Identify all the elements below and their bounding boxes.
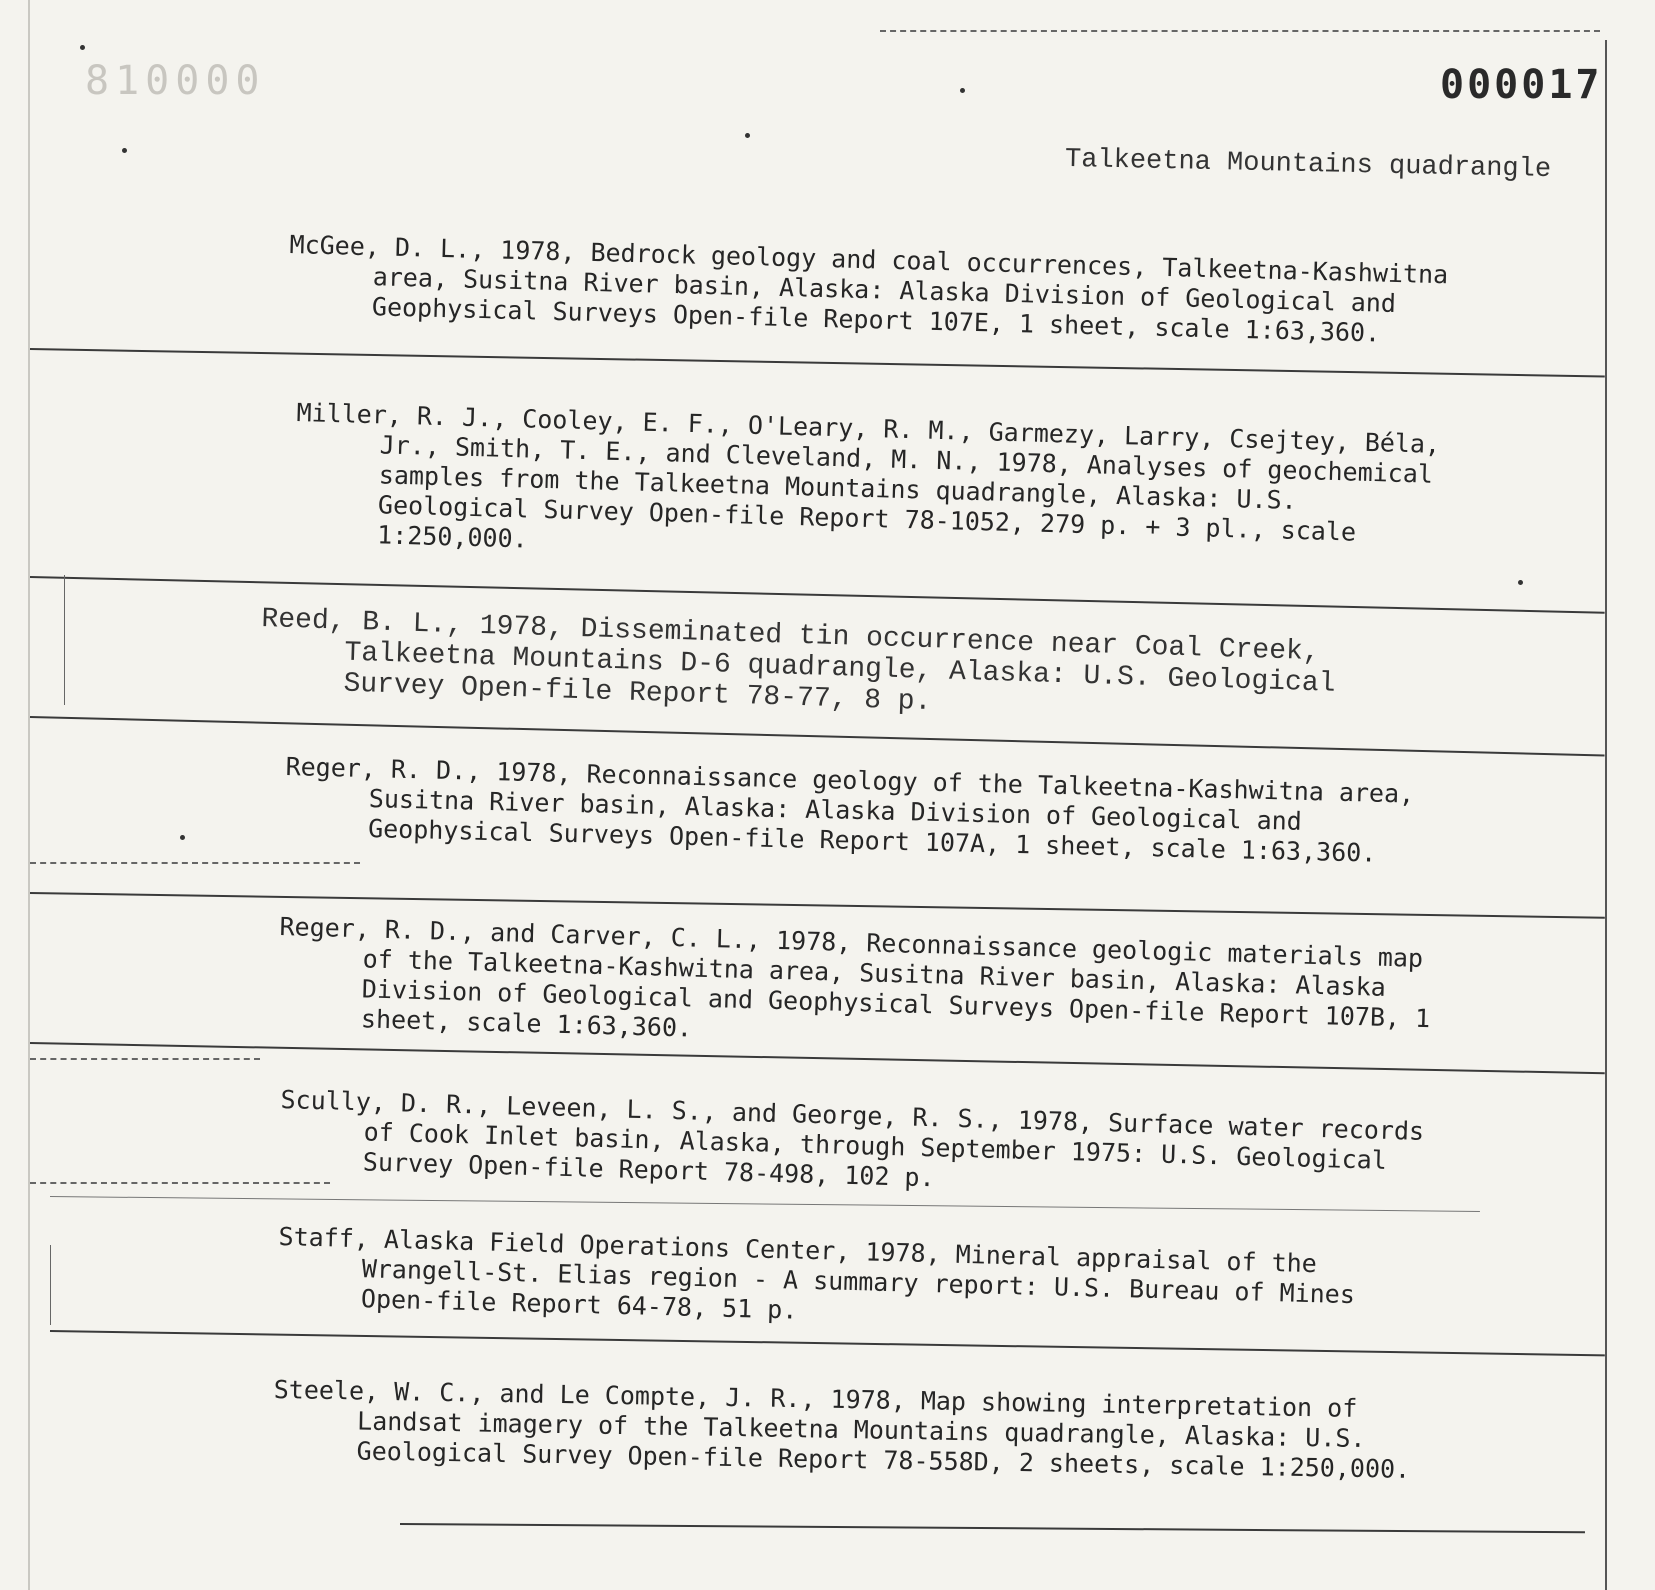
- faint-stamp-number: 810000: [85, 58, 266, 104]
- reference-entry: [277, 1222, 1439, 1342]
- reference-text: Steele, W. C., and Le Compte, J. R., 1978, Map showing interpretation of Landsat imagery of the Talkeetna Mountains quadrangle, Alaska: U.S. Geological Survey Open-file Report 78-558D, 2 sheets, scale 1:250,000.: [273, 1375, 1411, 1484]
- reference-entry: [284, 752, 1446, 870]
- scan-dash-line: [30, 862, 360, 864]
- scan-dash-line: [880, 30, 1600, 32]
- scan-speck: [122, 148, 127, 153]
- page-left-edge: [28, 0, 30, 1590]
- separator-line: [400, 1523, 1585, 1533]
- scan-speck: [1518, 580, 1523, 585]
- reference-entry: [259, 604, 1421, 733]
- reference-entry: [288, 230, 1450, 350]
- scan-margin-mark: [50, 1245, 51, 1325]
- reference-entry: [272, 1375, 1433, 1485]
- reference-entry: [277, 912, 1440, 1064]
- reference-text: Reger, R. D., and Carver, C. L., 1978, Reconnaissance geologic materials map of the Talkeetna-Kashwitna area, Susitna River basin, Alaska: Alaska Division of Geological and Geophysical Surveys Open-file Report 107B, 1 sheet, scale 1:63,360.: [279, 912, 1431, 1043]
- reference-text: Reger, R. D., 1978, Reconnaissance geology of the Talkeetna-Kashwitna area, Susitna River basin, Alaska: Alaska Division of Geological and Geophysical Surveys Open-file Report 107A, 1 sheet, scale 1:63,360.: [285, 752, 1415, 868]
- page-number-stamp: 000017: [1440, 62, 1603, 108]
- scan-margin-mark: [64, 575, 65, 705]
- scan-dash-line: [30, 1058, 260, 1060]
- reference-text: Scully, D. R., Leveen, L. S., and George, R. S., 1978, Surface water records of Cook Inlet basin, Alaska, through September 1975: U.S. Geological Survey Open-file Report 78-498, 102 p.: [280, 1085, 1425, 1193]
- page-title: Talkeetna Mountains quadrangle: [1064, 144, 1552, 186]
- scan-speck: [80, 45, 85, 50]
- page-right-edge: [1605, 40, 1607, 1590]
- reference-text: McGee, D. L., 1978, Bedrock geology and coal occurrences, Talkeetna-Kashwitna area, Susitna River basin, Alaska: Alaska Division of Geological and Geophysical Surveys Open-file Report 107E, 1 sheet, scale 1:63,360.: [289, 230, 1449, 348]
- reference-text: Reed, B. L., 1978, Disseminated tin occurrence near Coal Creek, Talkeetna Mountains D-6 quadrangle, Alaska: U.S. Geological Survey Open-file Report 78-77, 8 p.: [261, 604, 1336, 719]
- scan-speck: [960, 88, 965, 93]
- reference-text: Miller, R. J., Cooley, E. F., O'Leary, R. M., Garmezy, Larry, Csejtey, Béla, Jr., Smith, T. E., and Cleveland, M. N., 1978, Analyses of geochemical samples from the Talkeetna Mountains quadrangle, Alaska: U.S. Geological Survey Open-file Report 78-1052, 279 p. + 3 pl., scale 1:250,000.: [296, 398, 1441, 554]
- reference-entry: [278, 1085, 1440, 1207]
- reference-text: Staff, Alaska Field Operations Center, 1978, Mineral appraisal of the Wrangell-St. Elias region - A summary report: U.S. Bureau of Mines Open-file Report 64-78, 51 p.: [278, 1222, 1356, 1325]
- separator-line: [30, 348, 1605, 377]
- separator-line: [30, 892, 1605, 919]
- reference-entry: [293, 398, 1457, 580]
- scan-dash-line: [30, 1182, 330, 1184]
- scan-speck: [180, 835, 185, 840]
- scan-speck: [745, 133, 750, 138]
